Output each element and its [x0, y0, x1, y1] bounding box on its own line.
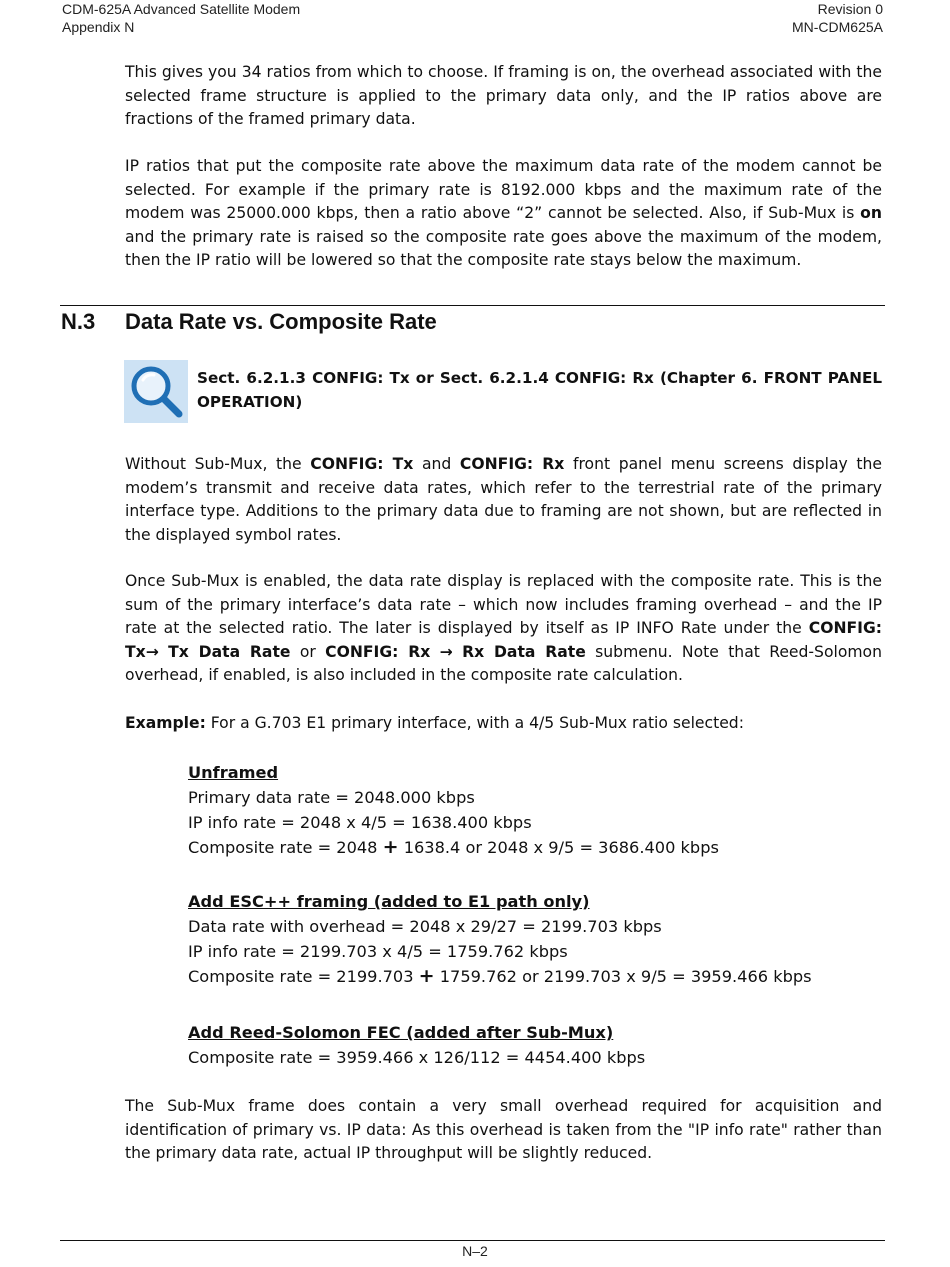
calc-line [188, 835, 719, 860]
calc-line: Data rate with overhead = 2048 x 29/27 = 2199.703 kbps [188, 917, 662, 936]
esc-framing-block [188, 889, 812, 989]
bold-rx-data-rate: Rx Data Rate [462, 642, 586, 661]
paragraph-ratios: This gives you 34 ratios from which to choose. If framing is on, the overhead associated with the selected frame structure is applied to the primary data only, and the IP ratios above are fractions of the framed primary data. [125, 63, 882, 128]
cross-reference: Sect. 6.2.1.3 CONFIG: Tx or Sect. 6.2.1.4 CONFIG: Rx (Chapter 6. FRONT PANEL OPERATION) [197, 369, 882, 411]
page-number: N–2 [462, 1243, 488, 1259]
text-run: Composite rate = 2199.703 [188, 967, 419, 986]
reed-solomon-block [188, 1020, 645, 1070]
paragraph-without-submux [125, 453, 882, 547]
bold-tx-data-rate: Tx Data Rate [168, 642, 291, 661]
plus-sign: + [418, 965, 435, 987]
arrow-right-icon: → [145, 642, 159, 661]
paragraph-closing: The Sub-Mux frame does contain a very small overhead required for acquisition and identification of primary vs. IP data: As this overhead is taken from the "IP info rate" rather than the primary data rate, actual IP throughput will be slightly reduced. [125, 1097, 882, 1162]
calc-line: Composite rate = 3959.466 x 126/112 = 4454.400 kbps [188, 1048, 646, 1067]
document-number: MN-CDM625A [791, 19, 883, 35]
section-number: N.3 [61, 309, 96, 334]
text-run: 1759.762 or 2199.703 x 9/5 = 3959.466 kbps [434, 967, 812, 986]
example-label: Example: [125, 714, 206, 732]
arrow-right-icon: → [439, 642, 453, 661]
text-run: Composite rate = 2048 [188, 838, 383, 857]
plus-sign: + [382, 836, 399, 858]
text-run: IP ratios that put the composite rate above the maximum data rate of the modem cannot be selected. For example if the primary rate is 8192.000 kbps and the maximum rate of the modem was 25000.000 kbps, then a ratio above “2” cannot be selected. Also, if Sub-Mux is [125, 157, 882, 222]
unframed-block [188, 760, 719, 860]
document-title: CDM-625A Advanced Satellite Modem [62, 1, 301, 17]
rs-heading: Add Reed-Solomon FEC (added after Sub-Mux) [188, 1023, 614, 1042]
running-header-left [62, 0, 300, 36]
paragraph-once-submux [125, 570, 882, 688]
calc-line [188, 964, 812, 989]
example-line [125, 712, 882, 736]
unframed-heading: Unframed [188, 763, 279, 782]
paragraph-ip-ratios [125, 155, 882, 273]
text-run: submenu. Note that Reed-Solomon overhead, if enabled, is also included in the composite rate calculation. [125, 642, 882, 684]
running-header-right [792, 0, 883, 36]
section-rule [60, 305, 885, 306]
esc-heading: Add ESC++ framing (added to E1 path only) [188, 892, 590, 911]
bold-on: on [860, 204, 882, 222]
text-run: 1638.4 or 2048 x 9/5 = 3686.400 kbps [398, 838, 719, 857]
revision-label: Revision 0 [817, 1, 883, 17]
text-run: Without Sub-Mux, the [125, 455, 311, 473]
calc-line: IP info rate = 2048 x 4/5 = 1638.400 kbps [188, 813, 532, 832]
text-run: or [290, 642, 326, 661]
text-run: Once Sub-Mux is enabled, the data rate display is replaced with the composite rate. This is the sum of the primary interface’s data rate – which now includes framing overhead – and the IP rate at the selected ratio. The later is displayed by itself as IP INFO Rate under the [125, 572, 882, 637]
text-run: front panel menu screens display the modem’s transmit and receive data rates, which refer to the terrestrial rate of the primary interface type. Additions to the primary data due to framing are not shown, but are reflected in the displayed symbol rates. [125, 455, 882, 544]
bold-config-rx: CONFIG: Rx [325, 642, 431, 661]
example-text: For a G.703 E1 primary interface, with a 4/5 Sub-Mux ratio selected: [205, 714, 744, 732]
bold-config-tx: CONFIG: Tx [310, 455, 414, 473]
calc-line: IP info rate = 2199.703 x 4/5 = 1759.762 kbps [188, 942, 568, 961]
bold-config-rx: CONFIG: Rx [459, 455, 565, 473]
calc-line: Primary data rate = 2048.000 kbps [188, 788, 475, 807]
text-run: and [413, 455, 460, 473]
appendix-label: Appendix N [62, 19, 135, 35]
footer-rule [60, 1240, 885, 1241]
section-title: Data Rate vs. Composite Rate [125, 309, 437, 334]
bold-config-tx: CONFIG: Tx [125, 619, 882, 661]
magnifier-icon [124, 360, 188, 423]
text-run: and the primary rate is raised so the composite rate goes above the maximum of the modem, then the IP ratio will be lowered so that the composite rate stays below the maximum. [125, 227, 882, 269]
